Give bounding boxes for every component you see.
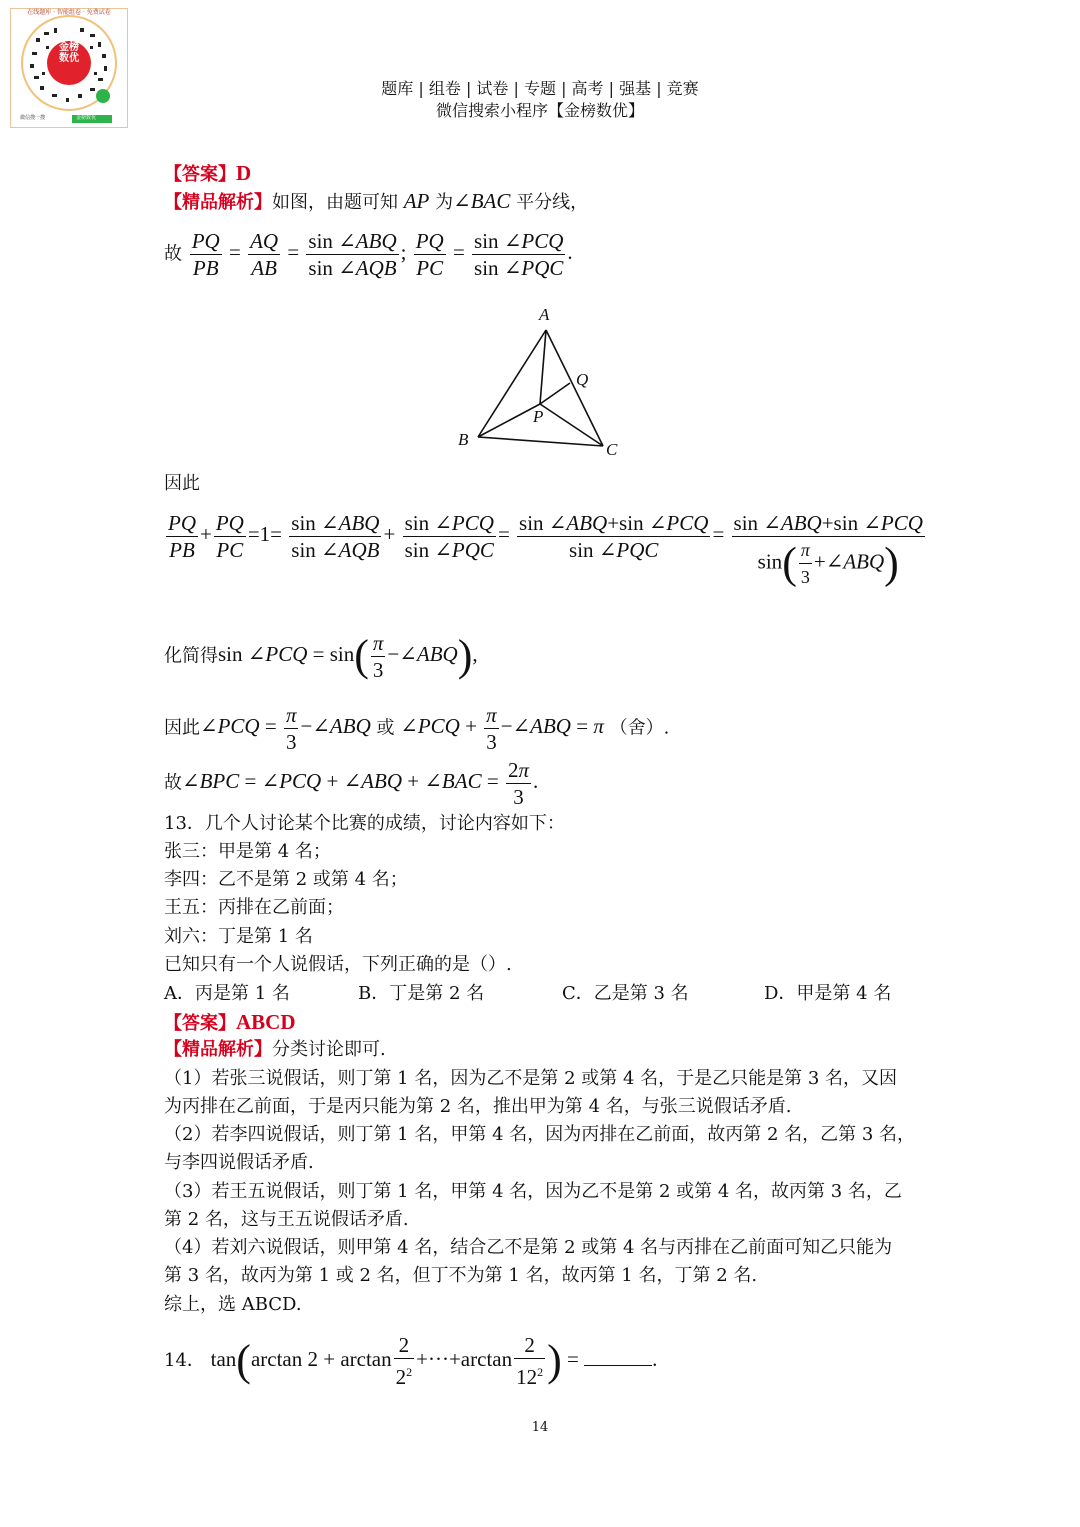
answer-blank bbox=[584, 1345, 652, 1366]
case-line: （2）若李四说假话，则丁第 1 名，甲第 4 名，因为丙排在乙前面，故丙第 2 名，乙第 3 名， bbox=[164, 1124, 916, 1145]
formula-cases bbox=[164, 702, 669, 755]
logo-footer-right: 金榜数优 bbox=[76, 115, 97, 121]
logo-footer-left: 微信搜一搜 bbox=[20, 115, 46, 121]
formula-ratio bbox=[164, 228, 573, 281]
case-line: 为丙排在乙前面，于是丙只能为第 2 名，推出甲为第 4 名，与张三说假话矛盾. bbox=[164, 1096, 792, 1117]
label-b: B bbox=[458, 430, 469, 449]
logo-arc-text: 在线题库 · 智能组卷 · 免费试卷 bbox=[27, 9, 111, 16]
yinci-label: 因此 bbox=[164, 473, 200, 494]
she-label: （舍）. bbox=[609, 717, 670, 739]
math-expr-2: ∠PCQ + $\frac{\pi}{3}$ −∠ABQ = π bbox=[400, 703, 604, 754]
case-line: 第 2 名，这与王五说假话矛盾. bbox=[164, 1209, 409, 1230]
q13-line: 已知只有一个人说假话，下列正确的是（）. bbox=[164, 954, 512, 975]
yinci2-label: 因此 bbox=[164, 717, 200, 739]
math-expr: ∠BPC = ∠PCQ + ∠ABQ + ∠BAC = $\frac{2\pi}{3}$ . bbox=[182, 758, 539, 809]
case-line: （1）若张三说假话，则丁第 1 名，因为乙不是第 2 或第 4 名，于是乙只能是第 3 名，又因 bbox=[164, 1068, 898, 1089]
analysis-intro: 分类讨论即可. bbox=[272, 1039, 386, 1060]
conclusion: 综上，选 ABCD. bbox=[164, 1294, 302, 1315]
analysis-mid: 为 bbox=[435, 192, 454, 213]
math-ap: AP bbox=[403, 189, 430, 213]
q13-answer-line bbox=[164, 1008, 296, 1038]
q13-analysis-line bbox=[164, 1036, 386, 1064]
q14-num: 14． bbox=[164, 1349, 205, 1371]
formula-simplify bbox=[164, 630, 478, 683]
option-d: D．甲是第 4 名 bbox=[764, 983, 892, 1004]
answer-value: D bbox=[236, 161, 252, 185]
q12-answer-line bbox=[164, 159, 251, 189]
math-expr: $\frac{PQ}{PB}$ + $\frac{PQ}{PC}$ =1= $\frac{\text{sin ∠ABQ}}{\text{sin ∠AQB}}$ + $\frac{\text{sin ∠PCQ}}{\text{sin ∠PQC}}$ = $\frac{\text{sin ∠ABQ+sin ∠PCQ}}{\text{sin ∠PQC}}$ = sin ∠ABQ+sin ∠PCQ sin( $\frac{\pi}{3}$ +∠ABQ) bbox=[168, 511, 923, 588]
math-expr: sin ∠PCQ = sin( $\frac{\pi}{3}$ −∠ABQ), bbox=[218, 631, 478, 682]
q12-analysis-line bbox=[164, 187, 588, 217]
analysis-tail: 平分线， bbox=[516, 192, 589, 213]
q13-line: 李四：乙不是第 2 或第 4 名； bbox=[164, 869, 408, 890]
header-sub: 微信搜索小程序【金榜数优】 bbox=[435, 101, 644, 120]
huajian-label: 化简得 bbox=[164, 645, 218, 667]
option-a: A．丙是第 1 名 bbox=[164, 983, 290, 1004]
logo-center-text: 金榜 数优 bbox=[59, 42, 79, 64]
label-p: P bbox=[533, 407, 544, 426]
answer-tag: 【答案】 bbox=[164, 164, 236, 185]
option-b: B．丁是第 2 名 bbox=[358, 983, 485, 1004]
case-line: 第 3 名，故丙为第 1 或 2 名，但丁不为第 1 名，故丙第 1 名，丁第 2 名. bbox=[164, 1265, 758, 1286]
case-line: 与李四说假话矛盾. bbox=[164, 1152, 314, 1173]
analysis-tag: 【精品解析】 bbox=[164, 192, 272, 213]
label-a: A bbox=[539, 305, 550, 324]
q13-line: 王五：丙排在乙前面； bbox=[164, 897, 344, 918]
case-line: （4）若刘六说假话，则甲第 4 名，结合乙不是第 2 或第 4 名与丙排在乙前面可知乙只能为 bbox=[164, 1237, 893, 1258]
answer-tag: 【答案】 bbox=[164, 1013, 236, 1034]
case-line: （3）若王五说假话，则丁第 1 名，甲第 4 名，因为乙不是第 2 或第 4 名，故丙第 3 名，乙 bbox=[164, 1181, 902, 1202]
label-q: Q bbox=[576, 370, 589, 389]
triangle-figure bbox=[450, 305, 630, 465]
gu2-label: 故 bbox=[164, 772, 182, 794]
math-angle-bac: ∠BAC bbox=[453, 189, 511, 213]
gu-label: 故 bbox=[164, 243, 182, 265]
formula-result bbox=[164, 757, 538, 810]
analysis-intro: 如图，由题可知 bbox=[272, 192, 398, 213]
header-nav: 题库 | 组卷 | 试卷 | 专题 | 高考 | 强基 | 竞赛 bbox=[381, 79, 699, 98]
q14-line bbox=[164, 1332, 657, 1390]
option-c: C．乙是第 3 名 bbox=[562, 983, 689, 1004]
answer-value: ABCD bbox=[236, 1010, 296, 1034]
math-expr: $\frac{PQ}{PB}$ = $\frac{AQ}{AB}$ = $\frac{\text{sin ∠ABQ}}{\text{sin ∠AQB}}$ ; $\frac{PQ}{PC}$ = $\frac{\text{sin ∠PCQ}}{\text{sin ∠PQC}}$ . bbox=[191, 229, 573, 280]
q13-line: 张三：甲是第 4 名； bbox=[164, 841, 331, 862]
page-number: 14 bbox=[531, 1420, 549, 1435]
huo-label: 或 bbox=[376, 717, 395, 739]
label-c: C bbox=[606, 440, 618, 459]
analysis-tag: 【精品解析】 bbox=[164, 1039, 272, 1060]
math-expr-1: ∠PCQ = $\frac{\pi}{3}$ −∠ABQ bbox=[200, 703, 371, 754]
q13-line: 刘六：丁是第 1 名 bbox=[164, 926, 313, 947]
q13-stem: 13．几个人讨论某个比赛的成绩，讨论内容如下： bbox=[164, 813, 565, 834]
formula-sum bbox=[164, 510, 927, 590]
math-expr: tan(arctan 2 + arctan $\frac{2}{2^2}$ +···+arctan $\frac{2}{12^2}$ ) = . bbox=[210, 1333, 658, 1389]
